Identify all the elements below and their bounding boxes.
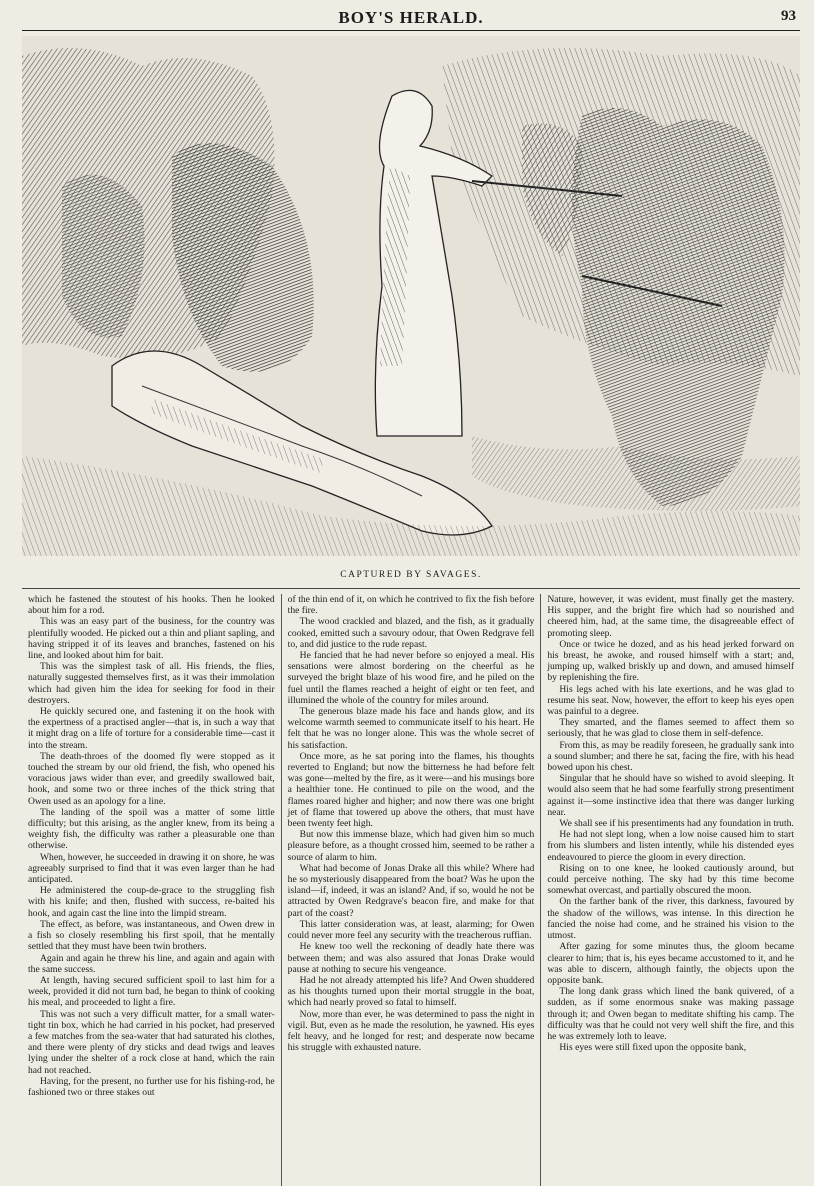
paragraph: He quickly secured one, and fastening it on the hook with the expertness of a practised angler—that is, in such a way that it might drag on a life of torture for a considerable time—cast it into the stream. [28, 706, 275, 751]
paragraph: Rising on to one knee, he looked cautiously around, but could perceive nothing. The sky had by this time become somewhat overcast, and partially obscured the moon. [547, 862, 795, 897]
paragraph: This was not such a very difficult matter, for a small water-tight tin box, which he had carried in his pocket, had preserved a few matches from the sea-water that had saturated his clothes, and there were plenty of dry sticks and dead twigs and leaves lying under the shelter of a rock close at hand, which the rain had not reached. [28, 1008, 275, 1076]
paragraph: of the thin end of it, on which he contrived to fix the fish before the fire. [287, 594, 535, 617]
paragraph: Now, more than ever, he was determined to pass the night in vigil. But, even as he made the resolution, he yawned. His eyes felt heavy, and he longed for rest; and desperate now became his struggle with exhausted nature. [287, 1008, 535, 1054]
page-number: 93 [781, 8, 796, 24]
paragraph: Once more, as he sat poring into the flames, his thoughts reverted to England; but now the bitterness he had before felt was gone—melted by the fire, as it were—and his musings bore a healthier tone. He continued to pile on the wood, and the flames roared higher and higher; and now there was one bright jet of flame that towered up above the others, that must have been twenty feet high. [287, 750, 535, 830]
paragraph: He fancied that he had never before so enjoyed a meal. His sensations were almost bordering on the cheerful as he surveyed the bright blaze of his wood fire, and he piled on the fuel until the flames reached a height of eight or ten feet, and illumined the whole of the country for miles around. [287, 650, 535, 706]
paragraph: But now this immense blaze, which had given him so much pleasure before, as a thought crossed him, seemed to be rather a source of alarm to him. [287, 829, 535, 863]
paragraph: When, however, he succeeded in drawing it on shore, he was agreeably surprised to find that it was even larger than he had anticipated. [28, 851, 275, 886]
paragraph: which he fastened the stoutest of his hooks. Then he looked about him for a rod. [28, 594, 275, 617]
paragraph: Singular that he should have so wished to avoid sleeping. It would also seem that he had some fearfully strong presentiment against it—some instinctive idea that there was danger lurking near. [547, 773, 795, 818]
paragraph: He knew too well the reckoning of deadly hate there was between them; and was also assured that Jonas Drake would pause at nothing to secure his vengeance. [287, 941, 535, 975]
paragraph: The death-throes of the doomed fly were stopped as it touched the stream by our old friend, the fish, who opened his voracious jaws wider than ever, and greedily swallowed bait, hook, and some two or three inches of the thick string that Owen used as an apology for a line. [28, 750, 275, 807]
paragraph: We shall see if his presentiments had any foundation in truth. [559, 818, 794, 830]
page-header [22, 4, 800, 31]
article-columns [22, 594, 800, 1186]
paragraph: Again and again he threw his line, and again and again with the same success. [28, 952, 275, 975]
paragraph: He administered the coup-de-grace to the struggling fish with his knife; and then, flushed with success, re-baited his hook, and again cast the line into the limpid stream. [28, 885, 275, 919]
publication-title: BOY'S HERALD. [338, 8, 484, 27]
paragraph: At length, having secured sufficient spoil to last him for a week, provided it did not turn bad, he began to think of cooking his meal, and proceeded to light a fire. [28, 974, 275, 1009]
paragraph: After gazing for some minutes thus, the gloom became clearer to him; that is, his eyes became accustomed to it, and he was able to discern, although faintly, the objects upon the opposite bank. [547, 941, 795, 986]
engraving-illustration [22, 36, 800, 556]
paragraph: This was an easy part of the business, for the country was plentifully wooded. He picked out a thin and pliant sapling, and having stripped it of its leaves and branches, fastened on his line, and looked about him for bait. [28, 616, 275, 662]
paragraph: They smarted, and the flames seemed to affect them so seriously, that he was glad to close them in self-defence. [547, 717, 795, 740]
paragraph: The long dank grass which lined the bank quivered, of a sudden, as if some enormous snake was making passage through it; and Owen began to meditate shifting his camp. The difficulty was that he could not very well shift the fire, and this he was extremely loth to leave. [547, 986, 795, 1042]
illustration-caption: CAPTURED BY SAVAGES. [340, 570, 482, 580]
paragraph: Had he not already attempted his life? And Owen shuddered as his thoughts turned upon their mortal struggle in the boat, which had nearly proved so fatal to himself. [287, 974, 535, 1009]
paragraph: On the farther bank of the river, this darkness, favoured by the shadow of the willows, was intense. In this direction he fancied the noise had come, and he strained his vision to the utmost. [547, 896, 795, 942]
article-column-1 [22, 594, 281, 1186]
article-column-3 [540, 594, 800, 1186]
article-column-2 [281, 594, 541, 1186]
section-divider [22, 588, 800, 589]
paragraph: This latter consideration was, at least, alarming; for Owen could never more feel any security with the treacherous ruffian. [287, 918, 535, 942]
paragraph: Nature, however, it was evident, must finally get the mastery. His supper, and the bright fire which had so nourished and cheered him, had, at the same time, the disagreeable effect of promoting sleep. [547, 594, 795, 639]
paragraph: He had not slept long, when a low noise caused him to start from his slumbers and listen intently, while his distended eyes endeavoured to pierce the gloom in every direction. [547, 829, 795, 863]
paragraph: The effect, as before, was instantaneous, and Owen drew in a fish so closely resembling his first spoil, that he mentally settled that they must have been twin brothers. [28, 918, 275, 953]
paragraph: His eyes were still fixed upon the opposite bank, [559, 1042, 747, 1054]
paragraph: The wood crackled and blazed, and the fish, as it gradually cooked, emitted such a savoury odour, that Owen Redgrave fell to, and did justice to the rude repast. [287, 616, 535, 650]
paragraph: What had become of Jonas Drake all this while? Where had he so mysteriously disappeared from the boat? Was he upon the island—if, indeed, it was an island? And, if so, would he not be attracted by Owen Redgrave's beacon fire, and make for that part of the coast? [287, 862, 535, 919]
paragraph: This was the simplest task of all. His friends, the flies, naturally suggested themselves first, as it was their immolation which had given him the idea for seeking for food in their destroyers. [28, 661, 275, 706]
paragraph: Once or twice he dozed, and as his head jerked forward on his breast, he awoke, and roused himself with a start; and, jumping up, walked briskly up and down, and amused himself by replenishing the fire. [547, 638, 795, 684]
paragraph: His legs ached with his late exertions, and he was glad to resume his seat. Now, however, the effort to keep his eyes open was painful to a degree. [547, 683, 795, 718]
paragraph: The landing of the spoil was a matter of some little difficulty; but this arising, as the angler knew, from its being a weighty fish, the difficulty was rather a pleasurable one than otherwise. [28, 806, 275, 852]
paragraph: The generous blaze made his face and hands glow, and its welcome warmth seemed to communicate itself to his heart. He felt that he was no longer alone. This was the whole secret of his satisfaction. [287, 706, 535, 751]
paragraph: From this, as may be readily foreseen, he gradually sank into a sound slumber; and there he sat, facing the fire, with his head bowed upon his chest. [547, 739, 795, 774]
paragraph: Having, for the present, no further use for his fishing-rod, he fashioned two or three stakes out [28, 1075, 275, 1098]
